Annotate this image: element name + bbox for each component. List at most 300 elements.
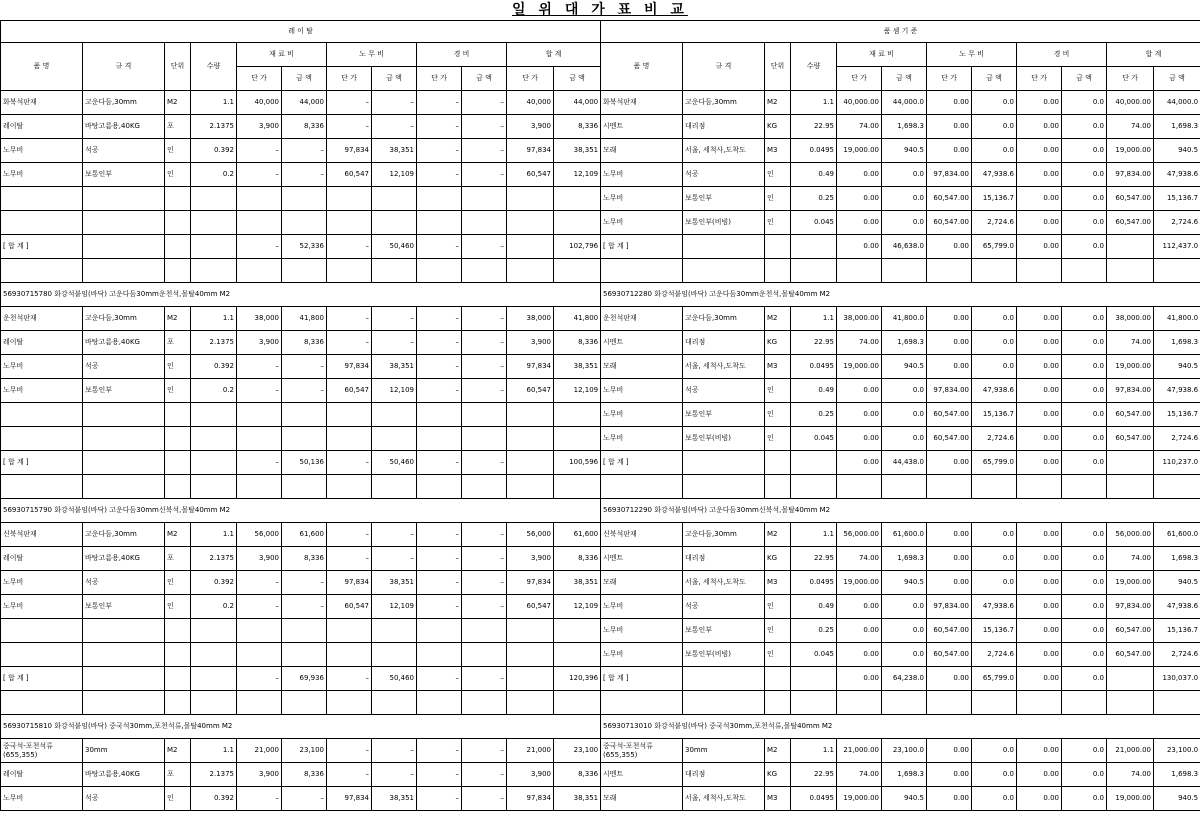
cell-spec [83,259,165,283]
cell-expense-price: 0.00 [1017,307,1062,331]
cell-labor-amount: 0.0 [972,115,1017,139]
cell-qty: 0.045 [791,643,837,667]
cell-item-name: 시멘트 [601,547,683,571]
cell-item-name: 노무비 [1,139,83,163]
cell-material-amount [282,259,327,283]
cell-labor-price: 60,547 [327,379,372,403]
cell-expense-price: 0.00 [1017,523,1062,547]
cell-unit: 인 [765,643,791,667]
cell-total-amount: 112,437.0 [1154,235,1200,259]
cell-total-price: 97,834 [507,787,554,811]
cell-qty [191,619,237,643]
cell-material-amount [282,691,327,715]
cell-unit: 인 [765,163,791,187]
cell-total-price: 74.00 [1107,115,1154,139]
cell-total-price: 74.00 [1107,547,1154,571]
cell-total-price: 60,547.00 [1107,211,1154,235]
cell-spec: 석공 [83,787,165,811]
cell-expense-amount: – [462,739,507,763]
cell-material-price: 56,000 [237,523,282,547]
cell-unit [165,187,191,211]
cell-expense-price [417,259,462,283]
cell-spec [683,667,765,691]
cell-qty: 2.1375 [191,331,237,355]
cell-unit [165,475,191,499]
cell-qty: 0.392 [191,571,237,595]
cell-total-price: 40,000 [507,91,554,115]
cell-material-price [237,211,282,235]
cell-unit [165,451,191,475]
cell-qty [791,451,837,475]
cell-expense-price: 0.00 [1017,763,1062,787]
cell-unit: M3 [765,571,791,595]
cell-total-price [507,427,554,451]
cell-expense-price: 0.00 [1017,235,1062,259]
cell-material-amount: 0.0 [882,595,927,619]
cell-total-amount: 8,336 [554,763,601,787]
table-row [601,259,1200,283]
cell-expense-price: – [417,139,462,163]
cell-qty: 0.49 [791,379,837,403]
cell-expense-price: 0.00 [1017,163,1062,187]
cell-unit: M3 [765,139,791,163]
cell-expense-price: 0.00 [1017,91,1062,115]
right-table-body [601,21,1200,811]
cell-labor-price: 97,834 [327,139,372,163]
cell-qty [191,475,237,499]
cell-total-price: 56,000.00 [1107,523,1154,547]
cell-unit: M2 [165,523,191,547]
cell-total-price: 19,000.00 [1107,571,1154,595]
cell-material-amount: 0.0 [882,211,927,235]
cell-expense-price: 0.00 [1017,547,1062,571]
cell-qty [191,259,237,283]
column-header-spec: 규 격 [83,43,165,91]
table-row [601,331,1200,355]
cell-total-amount: 2,724.6 [1154,427,1200,451]
cell-labor-price: 0.00 [927,763,972,787]
cell-labor-price: 60,547 [327,595,372,619]
cell-expense-amount: 0.0 [1062,91,1107,115]
table-row [601,187,1200,211]
cell-total-amount: 120,396 [554,667,601,691]
cell-material-price: 56,000.00 [837,523,882,547]
cell-item-name: 노무비 [1,571,83,595]
cell-qty: 1.1 [191,523,237,547]
cell-expense-amount: – [462,667,507,691]
cell-expense-amount [462,475,507,499]
cell-unit: KG [765,763,791,787]
cell-spec: 석공 [683,163,765,187]
cell-labor-price: 97,834 [327,571,372,595]
cell-material-amount: 940.5 [882,787,927,811]
total-row [601,667,1200,691]
cell-labor-price: – [327,739,372,763]
cell-spec: 바탕고름용,40KG [83,547,165,571]
cell-material-amount: 940.5 [882,139,927,163]
cell-unit [765,667,791,691]
cell-labor-price: – [327,331,372,355]
cell-material-price: 0.00 [837,643,882,667]
cell-material-price: 74.00 [837,115,882,139]
cell-item-name [1,619,83,643]
cell-qty: 0.25 [791,619,837,643]
cell-total-amount: 100,596 [554,451,601,475]
cell-labor-price [327,259,372,283]
cell-material-price: 21,000 [237,739,282,763]
cell-total-price [507,187,554,211]
cell-material-price: – [237,787,282,811]
cell-total-amount: 1,698.3 [1154,115,1200,139]
cell-material-amount [282,427,327,451]
table-row [601,379,1200,403]
table-row [601,739,1200,763]
cell-labor-price: 0.00 [927,667,972,691]
cell-labor-price [927,475,972,499]
cell-item-name: 모래 [601,787,683,811]
table-row [601,691,1200,715]
cell-expense-amount: 0.0 [1062,763,1107,787]
column-header-total: 합 계 [507,43,601,67]
column-header-name: 품 명 [601,43,683,91]
cell-labor-price: 97,834.00 [927,595,972,619]
cell-labor-price [927,259,972,283]
cell-unit [165,427,191,451]
cell-qty [191,691,237,715]
cell-expense-price: – [417,163,462,187]
cell-expense-price: – [417,451,462,475]
cell-material-price: 0.00 [837,427,882,451]
cell-total-amount: 130,037.0 [1154,667,1200,691]
cell-material-amount: 0.0 [882,379,927,403]
table-row [601,403,1200,427]
table-row [601,355,1200,379]
cell-expense-amount: 0.0 [1062,427,1107,451]
cell-item-name: 노무비 [601,163,683,187]
column-header-labor: 노 무 비 [927,43,1017,67]
cell-expense-price: 0.00 [1017,211,1062,235]
cell-total-amount: 41,800.0 [1154,307,1200,331]
cell-qty: 0.2 [191,379,237,403]
column-header-unit-price: 단 가 [837,67,882,91]
cell-expense-amount: 0.0 [1062,787,1107,811]
cell-material-price: 19,000.00 [837,787,882,811]
cell-unit: KG [765,547,791,571]
cell-labor-price: – [327,307,372,331]
cell-expense-price: 0.00 [1017,379,1062,403]
cell-spec [83,211,165,235]
cell-item-name: 노무비 [1,355,83,379]
item-code-row [601,283,1200,307]
cell-material-amount: – [282,787,327,811]
cell-labor-amount: 0.0 [972,547,1017,571]
column-header-qty: 수량 [191,43,237,91]
cell-qty [191,211,237,235]
cell-expense-amount: – [462,307,507,331]
cell-qty: 1.1 [791,523,837,547]
cell-item-name [601,691,683,715]
cell-labor-price [327,403,372,427]
cell-spec: 바탕고름용,40KG [83,763,165,787]
cell-total-amount: 8,336 [554,115,601,139]
cell-total-price [1107,235,1154,259]
cell-unit: 인 [165,379,191,403]
cell-unit: 인 [165,595,191,619]
cell-unit: 인 [765,379,791,403]
cell-total-price [507,667,554,691]
cell-material-price: 21,000.00 [837,739,882,763]
column-header-amount: 금 액 [282,67,327,91]
cell-total-amount: 8,336 [554,331,601,355]
cell-expense-price: – [417,547,462,571]
item-code-label: 56930712280 화강석붙임(바닥) 고운다듬30mm운천석,몰탈40mm M2 [601,283,1200,307]
cell-unit: 인 [765,403,791,427]
cell-item-name: 시멘트 [601,763,683,787]
table-row [601,427,1200,451]
cell-qty: 22.95 [791,331,837,355]
table-row [1,379,601,403]
cell-labor-price: 60,547 [327,163,372,187]
cell-labor-amount: 2,724.6 [972,211,1017,235]
cell-total-amount [554,691,601,715]
table-column-header-row [601,43,1200,67]
cell-expense-price: 0.00 [1017,355,1062,379]
cell-item-name: [ 합 계 ] [601,235,683,259]
cell-labor-amount: 12,109 [372,163,417,187]
cell-material-amount: – [282,379,327,403]
cell-qty: 0.045 [791,211,837,235]
cell-unit: M2 [165,739,191,763]
cell-item-name: [ 합 계 ] [601,451,683,475]
table-row [1,475,601,499]
cell-material-amount: 1,698.3 [882,115,927,139]
cell-expense-price: 0.00 [1017,139,1062,163]
cell-qty: 0.045 [791,427,837,451]
cell-expense-amount: 0.0 [1062,451,1107,475]
cell-material-price: 3,900 [237,763,282,787]
cell-total-price: 3,900 [507,547,554,571]
table-row [1,115,601,139]
table-row [1,355,601,379]
column-header-amount: 금 액 [372,67,417,91]
cell-labor-price: 60,547.00 [927,427,972,451]
cell-total-price: 21,000 [507,739,554,763]
cell-unit [765,691,791,715]
total-row [1,235,601,259]
cell-item-name: 노무비 [1,595,83,619]
cell-expense-price: 0.00 [1017,739,1062,763]
cell-labor-price: 0.00 [927,739,972,763]
cell-labor-price: – [327,451,372,475]
cell-item-name: 화북석판재 [1,91,83,115]
table-row [601,643,1200,667]
cell-qty: 1.1 [791,739,837,763]
cell-expense-price: – [417,235,462,259]
table-row [1,259,601,283]
cell-item-name [1,643,83,667]
cell-item-name: 모래 [601,139,683,163]
cell-total-price: 19,000.00 [1107,139,1154,163]
cell-material-amount [282,643,327,667]
table-row [1,163,601,187]
cell-spec: 보통인부(비빔) [683,211,765,235]
cell-unit [165,259,191,283]
cell-qty: 1.1 [191,307,237,331]
cell-labor-price: 0.00 [927,523,972,547]
cell-labor-amount [372,211,417,235]
column-header-unit-price: 단 가 [1107,67,1154,91]
cell-item-name [1,211,83,235]
cell-spec [683,691,765,715]
cell-expense-amount: – [462,355,507,379]
cell-qty: 2.1375 [191,763,237,787]
cell-expense-amount: – [462,451,507,475]
cell-labor-amount: 12,109 [372,595,417,619]
cell-total-price: 3,900 [507,115,554,139]
cell-qty [791,235,837,259]
column-header-unit-price: 단 가 [507,67,554,91]
cell-total-price: 19,000.00 [1107,787,1154,811]
cell-labor-price: 60,547.00 [927,211,972,235]
right-table-standard [600,20,1200,811]
cell-unit [765,451,791,475]
cell-expense-price: 0.00 [1017,451,1062,475]
cell-total-amount: 12,109 [554,595,601,619]
cell-item-name: 노무비 [601,403,683,427]
cell-expense-amount: – [462,379,507,403]
cell-labor-amount: 0.0 [972,355,1017,379]
cell-material-amount: 69,936 [282,667,327,691]
cell-material-amount [882,475,927,499]
cell-spec: 보통인부 [683,619,765,643]
cell-expense-price: 0.00 [1017,595,1062,619]
cell-unit: KG [765,115,791,139]
cell-expense-price: – [417,667,462,691]
cell-item-name: 노무비 [601,427,683,451]
table-row [1,523,601,547]
table-row [601,91,1200,115]
cell-material-price: 0.00 [837,667,882,691]
table-row [601,547,1200,571]
cell-item-name [601,259,683,283]
cell-unit: M2 [765,739,791,763]
cell-total-amount: 61,600 [554,523,601,547]
cell-spec: 석공 [83,571,165,595]
cell-total-amount: 15,136.7 [1154,403,1200,427]
cell-qty [791,259,837,283]
cell-item-name: [ 합 계 ] [1,451,83,475]
cell-total-price: 97,834.00 [1107,163,1154,187]
cell-total-price: 40,000.00 [1107,91,1154,115]
cell-spec [83,619,165,643]
cell-item-name: [ 합 계 ] [1,235,83,259]
cell-spec: 보통인부 [683,403,765,427]
cell-spec: 보통인부 [683,187,765,211]
cell-labor-amount: – [372,763,417,787]
cell-spec: 30mm [83,739,165,763]
cell-item-name: 노무비 [1,787,83,811]
cell-labor-price: 0.00 [927,331,972,355]
cell-qty: 0.392 [191,787,237,811]
cell-material-amount [882,259,927,283]
cell-total-price: 56,000 [507,523,554,547]
table-row [1,187,601,211]
cell-spec [83,667,165,691]
left-table-rail-mortar [0,20,601,811]
cell-total-amount: 44,000 [554,91,601,115]
cell-material-price: 38,000 [237,307,282,331]
cell-item-name: 노무비 [601,619,683,643]
cell-item-name [1,427,83,451]
cell-total-amount: 47,938.6 [1154,163,1200,187]
cell-qty: 0.49 [791,163,837,187]
cell-expense-price: 0.00 [1017,427,1062,451]
cell-qty [191,235,237,259]
cell-labor-amount: – [372,523,417,547]
cell-expense-price: – [417,355,462,379]
cell-labor-price: 60,547.00 [927,619,972,643]
cell-expense-amount: 0.0 [1062,307,1107,331]
cell-total-price: 60,547 [507,379,554,403]
cell-total-price: 3,900 [507,331,554,355]
cell-item-name: 레이탈 [1,331,83,355]
cell-labor-amount: 0.0 [972,523,1017,547]
cell-material-amount: 61,600.0 [882,523,927,547]
cell-total-price [507,619,554,643]
cell-labor-amount: – [372,547,417,571]
cell-material-amount: 50,136 [282,451,327,475]
cell-total-amount: 940.5 [1154,355,1200,379]
cell-item-name [601,475,683,499]
cell-item-name: 노무비 [601,379,683,403]
cell-qty [791,475,837,499]
cell-labor-amount [372,619,417,643]
cell-total-amount: 41,800 [554,307,601,331]
column-header-unit-price: 단 가 [1017,67,1062,91]
cell-labor-amount: – [372,331,417,355]
column-header-name: 품 명 [1,43,83,91]
cell-unit: 포 [165,115,191,139]
item-code-label: 56930712290 화강석붙임(바닥) 고운다듬30mm신북석,몰탈40mm M2 [601,499,1200,523]
cell-item-name: 모래 [601,355,683,379]
cell-total-amount [1154,691,1200,715]
cell-material-amount: 8,336 [282,115,327,139]
cell-material-price [237,187,282,211]
cell-expense-amount: 0.0 [1062,571,1107,595]
table-row [601,619,1200,643]
cell-expense-amount: 0.0 [1062,643,1107,667]
cell-expense-price [417,643,462,667]
table-row [601,211,1200,235]
cell-total-amount: 12,109 [554,379,601,403]
cell-expense-amount: 0.0 [1062,523,1107,547]
cell-total-amount: 47,938.6 [1154,379,1200,403]
cell-material-amount: 23,100 [282,739,327,763]
cell-total-amount: 102,796 [554,235,601,259]
column-header-unit-price: 단 가 [327,67,372,91]
cell-expense-amount [462,403,507,427]
cell-total-amount [1154,259,1200,283]
cell-material-amount: – [282,571,327,595]
cell-expense-price: – [417,571,462,595]
cell-spec [683,475,765,499]
cell-total-price: 60,547 [507,163,554,187]
cell-item-name: 레이탈 [1,547,83,571]
cell-spec: 대리점 [683,115,765,139]
cell-unit: 인 [165,571,191,595]
table-row [1,619,601,643]
cell-material-amount [882,691,927,715]
